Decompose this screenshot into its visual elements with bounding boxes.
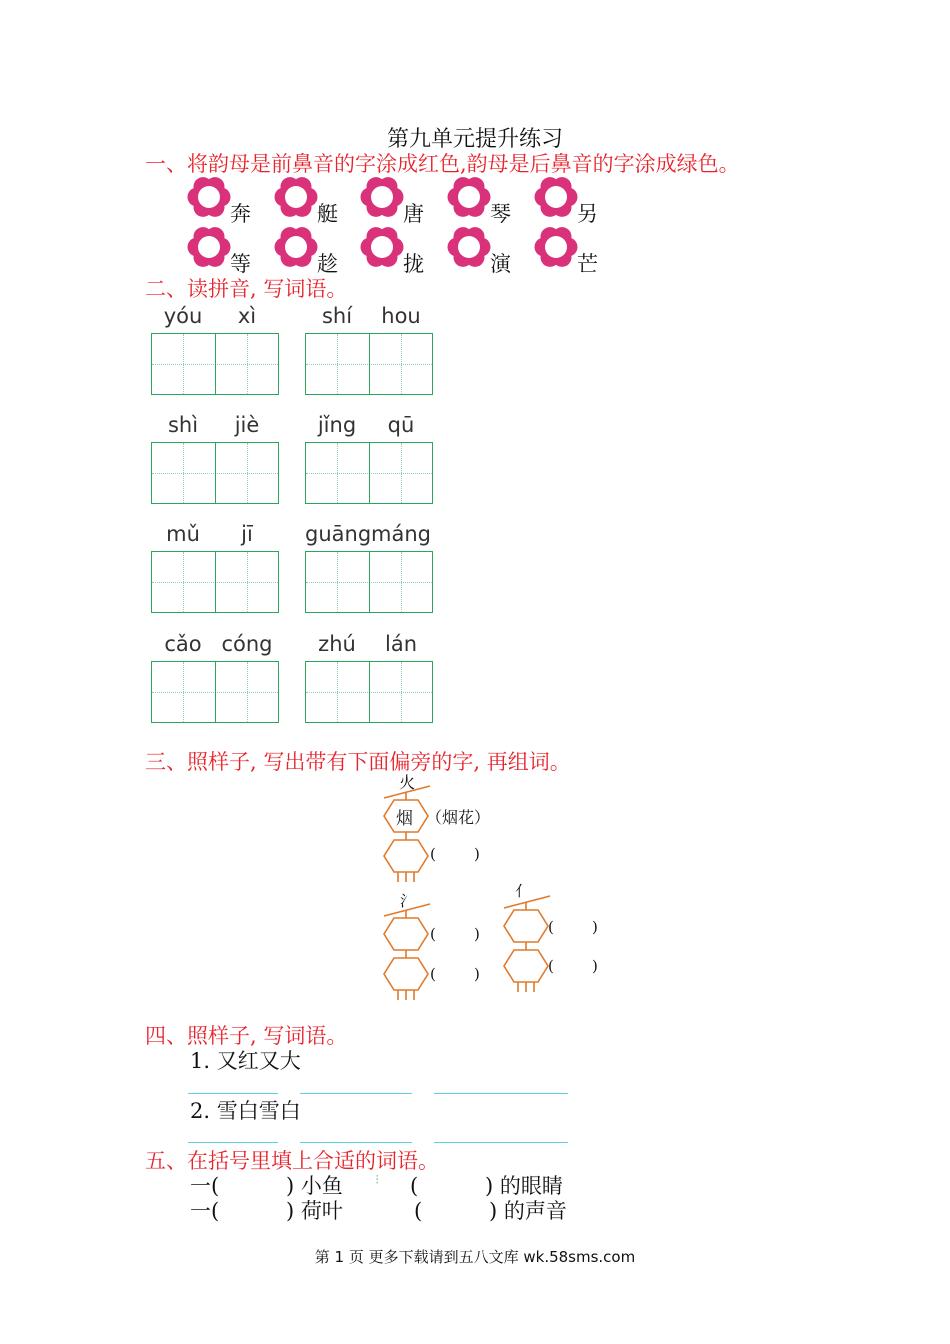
pinyin-label: xì	[237, 304, 257, 328]
section5-heading: 五、在括号里填上合适的词语。	[145, 1149, 439, 1173]
fill-row1-left[interactable]: 一( ) 小鱼	[190, 1174, 343, 1198]
section4-item1: 1. 又红又大	[190, 1049, 301, 1073]
pinyin-label: jiè	[234, 413, 260, 437]
blank-person-2[interactable]: ( )	[548, 957, 598, 975]
pinyin-label: jī	[241, 522, 253, 546]
pinyin-label: lán	[384, 632, 417, 656]
writing-grid[interactable]	[305, 551, 433, 613]
blank-fire-2[interactable]: ( )	[430, 845, 480, 863]
flower-icon[interactable]	[186, 224, 232, 270]
flower-icon[interactable]	[533, 224, 579, 270]
pinyin-label: jǐng	[317, 413, 357, 437]
pinyin-label: guāng	[305, 522, 372, 546]
answer-line[interactable]	[188, 1142, 278, 1143]
section4-heading: 四、照样子, 写词语。	[145, 1024, 348, 1048]
flower-char: 唐	[403, 202, 424, 226]
blank-person-1[interactable]: ( )	[548, 918, 598, 936]
writing-grid[interactable]	[305, 442, 433, 504]
radical-water: 氵	[400, 892, 416, 910]
pinyin-label: shì	[167, 413, 199, 437]
flower-char: 奔	[230, 202, 251, 226]
flower-char: 等	[230, 252, 251, 276]
flower-icon[interactable]	[533, 174, 579, 220]
writing-grid[interactable]	[151, 661, 279, 723]
answer-line[interactable]	[434, 1142, 568, 1143]
flower-icon[interactable]	[446, 174, 492, 220]
flower-icon[interactable]	[186, 174, 232, 220]
answer-line[interactable]	[300, 1142, 412, 1143]
flower-char: 拢	[403, 252, 424, 276]
section1-heading: 一、将韵母是前鼻音的字涂成红色,韵母是后鼻音的字涂成绿色。	[145, 152, 740, 176]
fill-row2-right[interactable]: ( ) 的声音	[414, 1199, 567, 1223]
pinyin-label: shí	[321, 304, 353, 328]
writing-grid[interactable]	[151, 442, 279, 504]
flower-char: 琴	[490, 202, 511, 226]
blank-water-2[interactable]: ( )	[430, 965, 480, 983]
section3-heading: 三、照样子, 写出带有下面偏旁的字, 再组词。	[145, 750, 571, 774]
writing-grid[interactable]	[305, 333, 433, 395]
flower-icon[interactable]	[359, 174, 405, 220]
pinyin-label: cǎo	[164, 632, 202, 656]
example-word: （烟花）	[426, 808, 491, 827]
answer-line[interactable]	[434, 1093, 568, 1094]
flower-icon[interactable]	[273, 174, 319, 220]
blank-water-1[interactable]: ( )	[430, 925, 480, 943]
pinyin-label: cóng	[221, 632, 273, 656]
radical-person: 亻	[515, 882, 531, 900]
flower-char: 芒	[577, 252, 598, 276]
flower-char: 艇	[317, 202, 338, 226]
page-footer: 第 1 页 更多下载请到五八文库 wk.58sms.com	[314, 1248, 636, 1266]
page-title: 第九单元提升练习	[386, 127, 563, 152]
example-char: 烟	[396, 809, 413, 829]
flower-icon[interactable]	[359, 224, 405, 270]
pinyin-label: zhú	[318, 632, 356, 656]
pinyin-label: mǔ	[166, 522, 200, 546]
pinyin-label: hou	[381, 304, 421, 328]
pinyin-label: máng	[371, 522, 431, 546]
section2-heading: 二、读拼音, 写词语。	[145, 277, 348, 301]
flower-char: 趁	[317, 252, 338, 276]
flower-char: 演	[490, 252, 511, 276]
pinyin-label: yóu	[163, 304, 203, 328]
flower-icon[interactable]	[446, 224, 492, 270]
flower-char: 另	[577, 202, 598, 226]
radical-fire: 火	[399, 773, 416, 792]
writing-grid[interactable]	[151, 551, 279, 613]
hexagon-blank	[384, 840, 428, 872]
writing-grid[interactable]	[305, 661, 433, 723]
pinyin-label: qū	[387, 413, 415, 437]
answer-line[interactable]	[188, 1093, 278, 1094]
divider-dots: ⁝	[375, 1172, 380, 1188]
fill-row1-right[interactable]: ( ) 的眼睛	[410, 1174, 563, 1198]
answer-line[interactable]	[300, 1093, 412, 1094]
section4-item2: 2. 雪白雪白	[190, 1099, 301, 1123]
flower-icon[interactable]	[273, 224, 319, 270]
fill-row2-left[interactable]: 一( ) 荷叶	[190, 1199, 343, 1223]
writing-grid[interactable]	[151, 333, 279, 395]
